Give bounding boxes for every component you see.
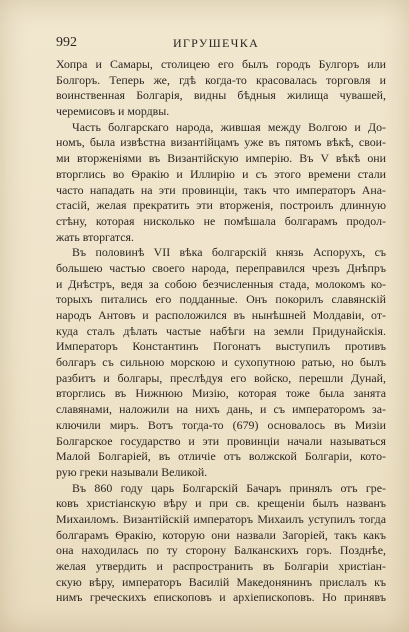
text-line: болгарамъ Ѳракію, которую они назвали Загоріей, такъ какъ bbox=[56, 527, 386, 542]
text-line: жать вторгатся. bbox=[56, 229, 134, 244]
body-text bbox=[56, 57, 386, 606]
text-line: ми вторженіями въ Византійскую имперію. Въ V вѣкѣ они bbox=[56, 151, 386, 166]
running-title: ИГРУШЕЧКА bbox=[172, 36, 260, 50]
text-line: ключили миръ. Вотъ тогда-то (679) основалось въ Мизіи bbox=[56, 417, 386, 432]
text-line: часто нападать на эти провинціи, такъ что императоръ Ана- bbox=[56, 182, 386, 197]
text-line: Хопра и Самары, столицею его былъ городъ Булгоръ или bbox=[56, 57, 386, 71]
text-line: Въ 860 году царь Болгарскій Бачаръ принялъ отъ гре- bbox=[72, 480, 386, 495]
text-line: стасій, желая прекратить эти вторженія, построилъ длинную bbox=[56, 198, 386, 213]
text-line: Императоръ Константинъ Погонатъ выступилъ противъ bbox=[56, 339, 386, 354]
text-line: Михаиломъ. Византійскій императоръ Михаилъ уступилъ тогда bbox=[56, 511, 386, 526]
text-line: куда сталъ дѣлать частые набѣги на земли Придунайскія. bbox=[56, 323, 386, 338]
text-line: Часть болгарскаго народа, жившая между Волгою и До- bbox=[72, 119, 386, 134]
text-line: скую вѣру, императоръ Василій Македонянинъ прислалъ къ bbox=[56, 574, 386, 589]
text-line: Въ половинѣ VII вѣка болгарскій князь Аспорухъ, съ bbox=[72, 245, 386, 260]
text-line: рую греки называли Великой. bbox=[56, 464, 208, 479]
text-line: разбитъ и болгары, преслѣдуя его войско, перешли Дунай, bbox=[56, 370, 386, 385]
text-line: воинственная Болгарія, видны бѣдныя жилища чувашей, bbox=[56, 88, 386, 103]
text-line: болгаръ съ сильною морскою и сухопутною ратью, но былъ bbox=[56, 355, 386, 370]
page-number: 992 bbox=[56, 35, 77, 50]
page-header bbox=[56, 35, 376, 51]
text-line: торыхъ питались его подданные. Онъ покорилъ славянскій bbox=[56, 292, 386, 307]
text-line: Малой Болгаріей, въ отличіе отъ волжской Болгаріи, кото- bbox=[56, 449, 386, 464]
text-line: большею частью своего народа, переправился чрезъ Днѣпръ bbox=[56, 260, 386, 275]
text-line: и Днѣстръ, ведя за собою безчисленныя стада, молокомъ ко- bbox=[56, 276, 386, 291]
text-line: желая утвердить и распространить въ Болгаріи христіан- bbox=[56, 559, 386, 573]
text-line: славянами, наложили на нихъ дань, и съ императоромъ за- bbox=[56, 402, 386, 417]
text-line: Болгарское государство и эти провинціи начали называться bbox=[56, 433, 386, 448]
text-line: вторглись въ Нижнюю Мизію, которая тоже была занята bbox=[56, 386, 386, 401]
text-line: вторглись во Ѳракію и Иллирію и съ этого времени стали bbox=[56, 166, 386, 181]
text-line: народъ Антовъ и расположился въ нынѣшней Молдавіи, от- bbox=[56, 308, 386, 322]
text-line: нимъ греческихъ епископовъ и архіепископовъ. Но принявъ bbox=[56, 590, 386, 605]
text-line: черемисовъ и мордвы. bbox=[56, 104, 170, 119]
text-line: она находилась по ту сторону Балканскихъ горъ. Позднѣе, bbox=[56, 543, 386, 558]
text-line: Болгоръ. Теперь же, гдѣ когда-то красовалась торговля и bbox=[56, 72, 386, 87]
text-line: ковъ христіанскую вѣру и при св. крещеніи былъ названъ bbox=[56, 496, 386, 511]
text-line: стѣну, которая нисколько не помѣшала болгарамъ продол- bbox=[56, 213, 386, 228]
text-line: номъ, была извѣстна византійцамъ уже въ пятомъ вѣкѣ, свои- bbox=[56, 135, 386, 150]
